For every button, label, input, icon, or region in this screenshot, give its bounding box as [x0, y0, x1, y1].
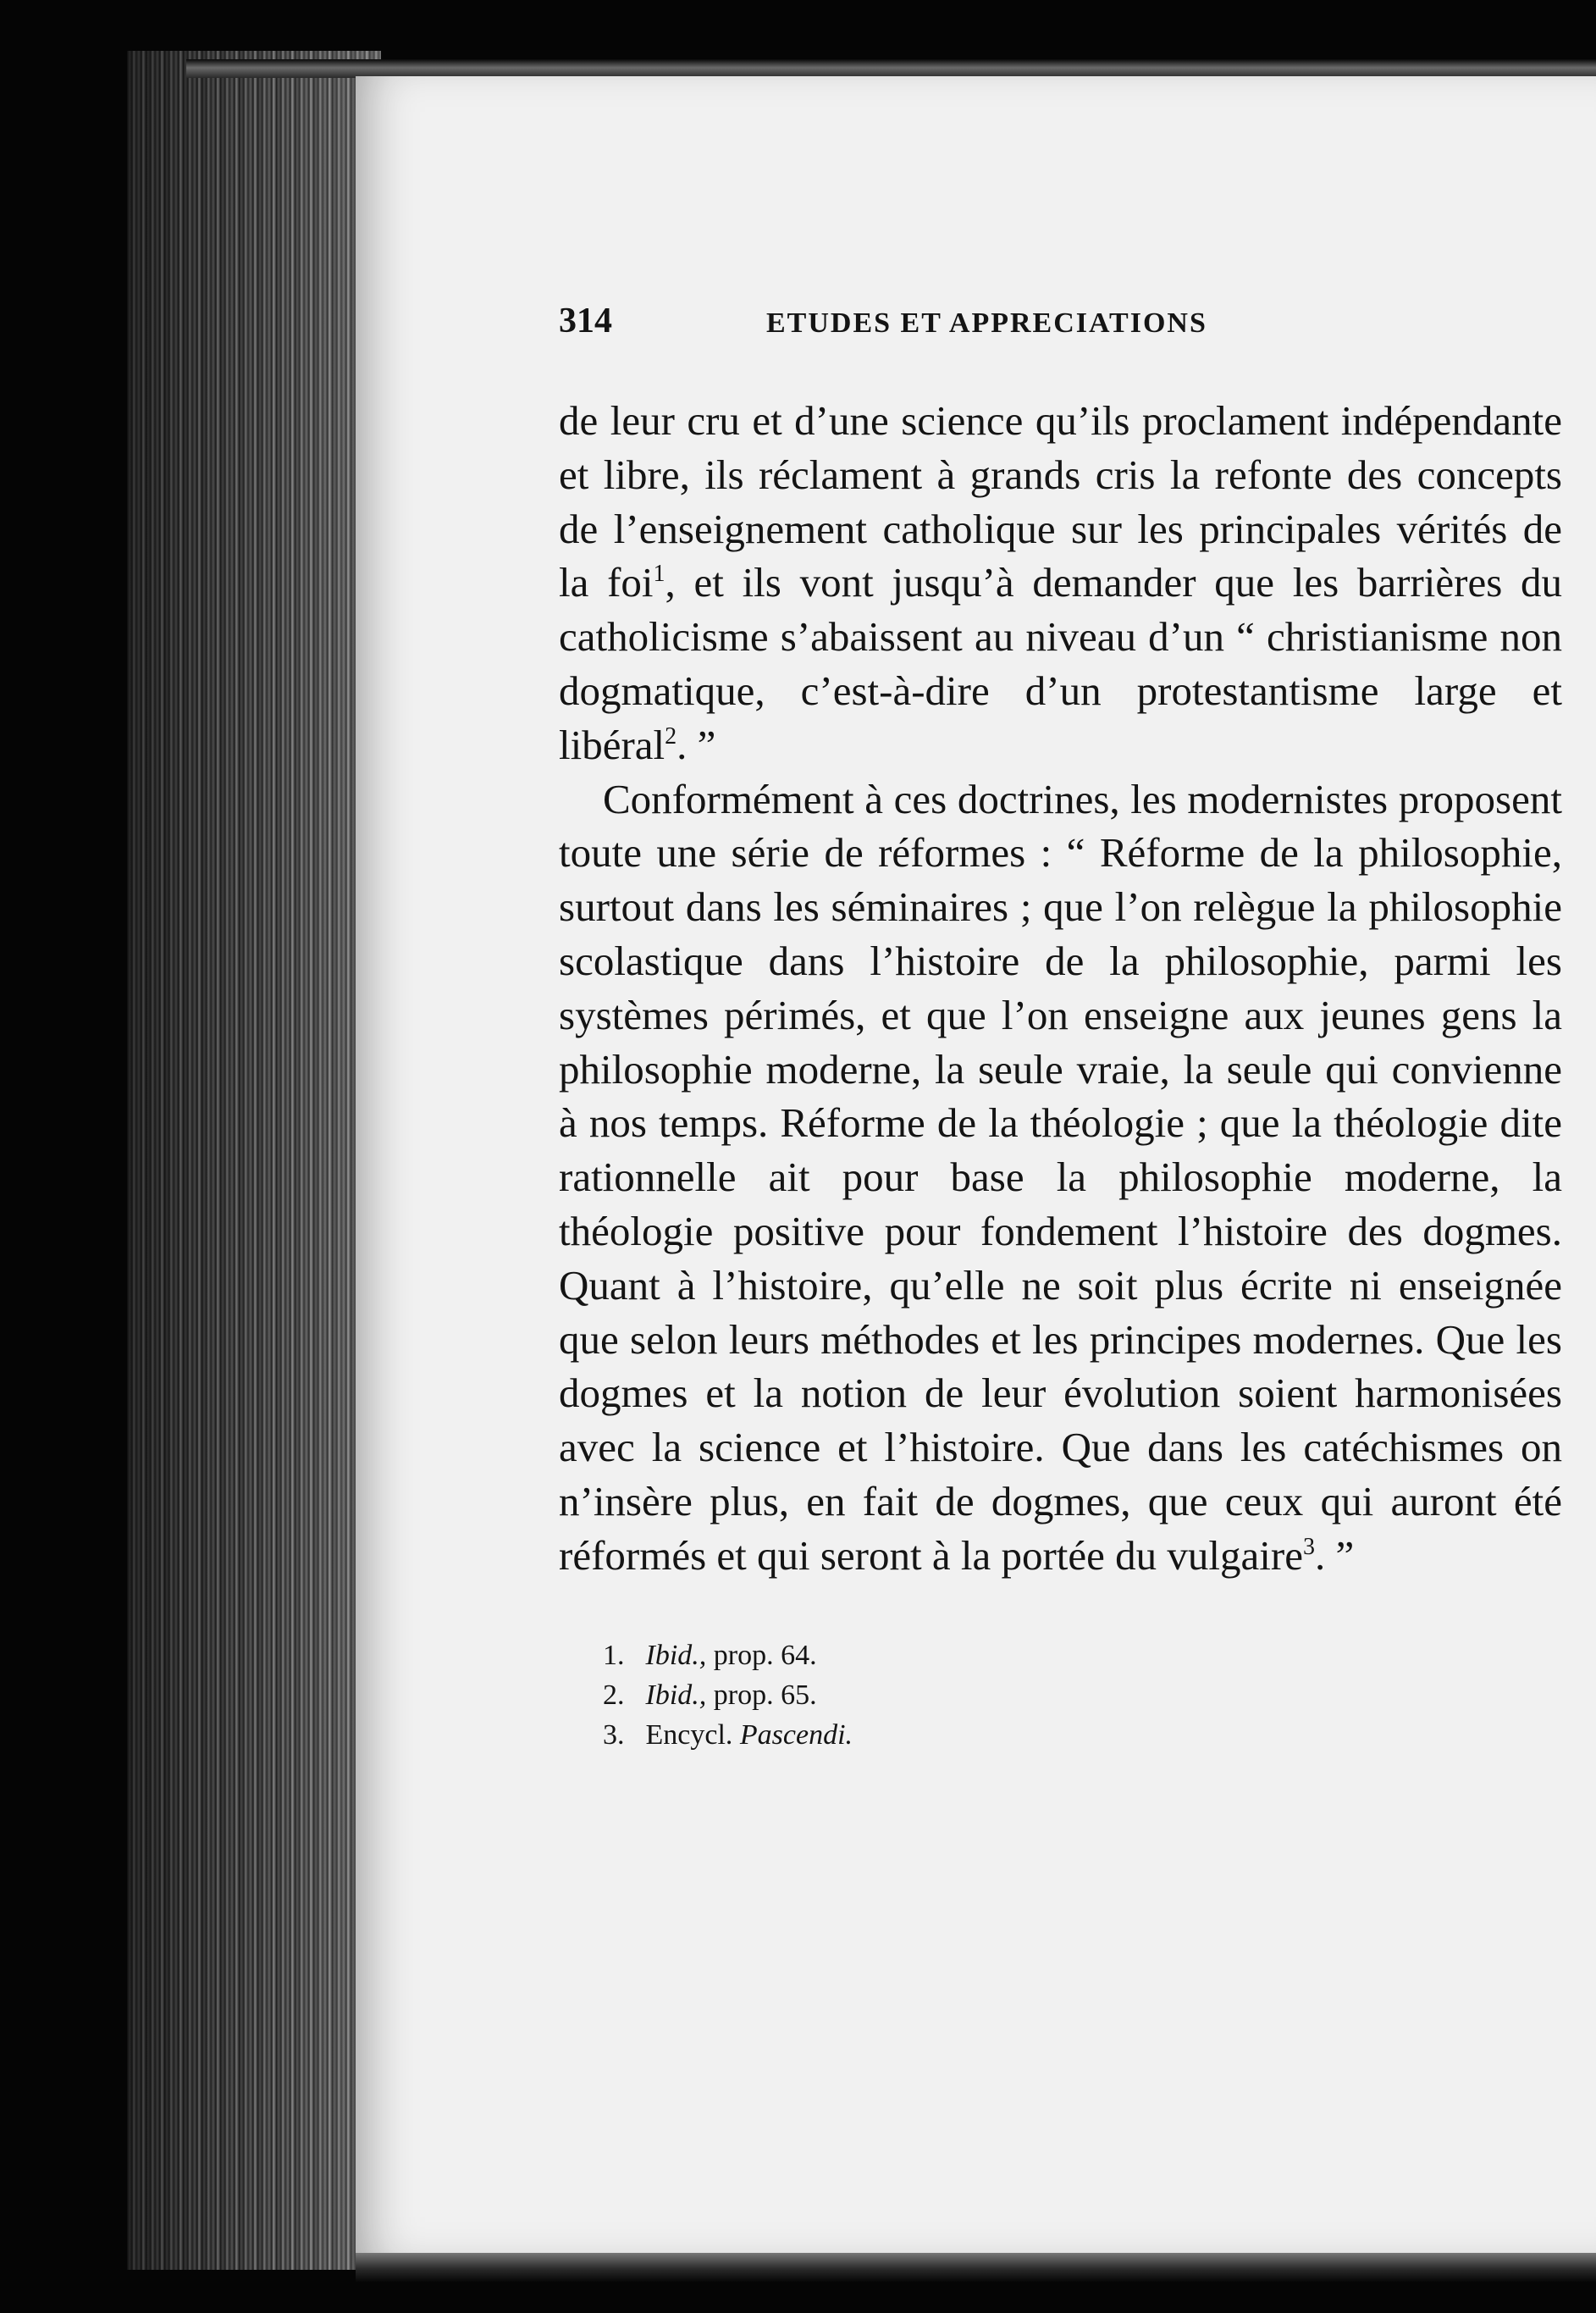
footnote-text: prop. 65. [706, 1679, 817, 1711]
body-text [559, 394, 1562, 1583]
footnote-2 [603, 1675, 1562, 1715]
paragraph-1-part-a: de leur cru et d’une science qu’ils proclament indépendante et libre, ils réclament à grands cris la refonte des concepts de l’enseignement catholique sur les principales vérités de la foi [559, 397, 1562, 606]
footnote-number: 2. [603, 1679, 625, 1711]
paragraph-1 [559, 394, 1562, 772]
footnote-source: Ibid., [645, 1679, 707, 1711]
paragraph-2 [559, 772, 1562, 1583]
page [356, 76, 1596, 2253]
text-block [559, 301, 1562, 1755]
footnote-source: Ibid., [645, 1639, 707, 1671]
paragraph-1-part-c: . ” [677, 721, 716, 768]
footnote-text: Encycl. [645, 1718, 740, 1751]
running-head [559, 301, 1562, 351]
paragraph-1-part-b: , et ils vont jusqu’à demander que les barrières du catholicisme s’abaissent au niveau d’un “ christianisme non dogmatique, c’est-à-dire d’un protestantisme large et libéral [559, 559, 1562, 768]
page-number: 314 [559, 302, 612, 340]
footnote-ref-3: 3 [1302, 1533, 1315, 1560]
footnote-1 [603, 1635, 1562, 1675]
footnote-number: 1. [603, 1639, 625, 1671]
footnote-ref-2: 2 [665, 722, 677, 750]
footnote-text: prop. 64. [706, 1639, 817, 1671]
paragraph-2-part-b: . ” [1314, 1531, 1355, 1579]
running-title: ETUDES ET APPRECIATIONS [766, 307, 1207, 339]
paragraph-2-part-a: Conformément à ces doctrines, les modernistes proposent toute une série de réformes : “ Réforme de la philosophie, surtout dans les séminaires ; que l’on relègue la philosophie scolastique dans l’histoire de la philosophie, parmi les systèmes périmés, et que l’on enseigne aux jeunes gens la philosophie moderne, la seule vraie, la seule qui convienne à nos temps. Réforme de la théologie ; que la théologie dite rationnelle ait pour base la philosophie moderne, la théologie positive pour fondement l’histoire des dogmes. Quant à l’histoire, qu’elle ne soit plus écrite ni enseignée que selon leurs méthodes et les principes modernes. Que les dogmes et la notion de leur évolution soient harmonisées avec la science et l’histoire. Que dans les catéchismes on n’insère plus, en fait de dogmes, que ceux qui auront été réformés et qui seront à la portée du vulgaire [559, 775, 1562, 1579]
footnote-3 [603, 1715, 1562, 1755]
top-page-edge [186, 59, 1596, 78]
footnote-source: Pascendi. [739, 1718, 853, 1751]
footnote-number: 3. [603, 1718, 625, 1751]
page-edges [127, 51, 381, 2270]
footnotes [559, 1635, 1562, 1755]
bottom-page-edge [356, 2249, 1596, 2283]
footnote-ref-1: 1 [653, 561, 665, 588]
